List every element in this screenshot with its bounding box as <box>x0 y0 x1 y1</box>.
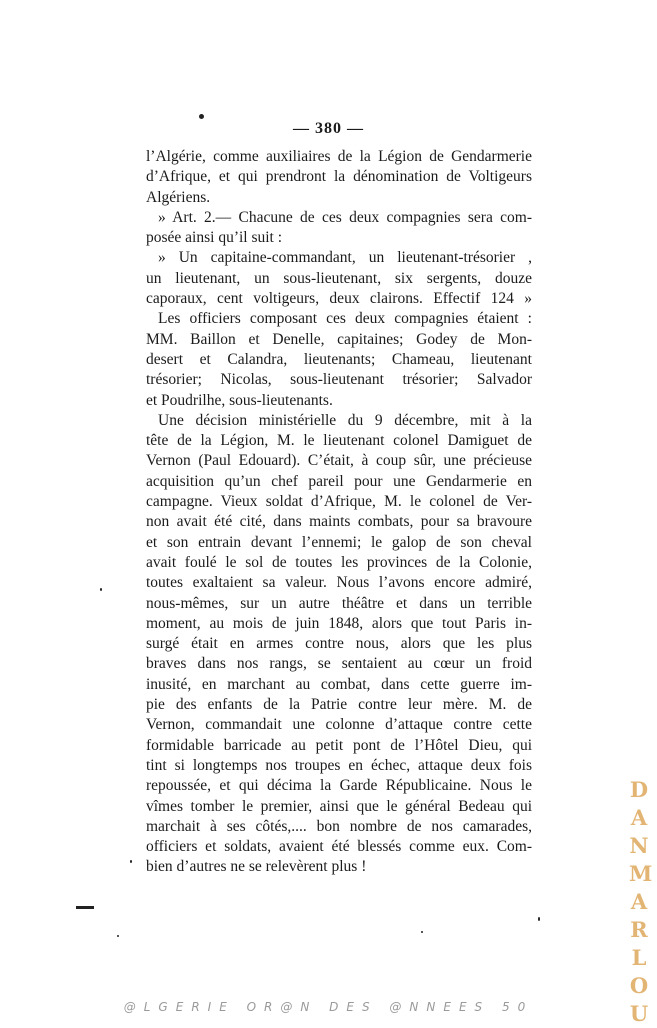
watermark-letter: R <box>630 917 648 942</box>
text-line: marchait à ses côtés,.... bon nombre de nos camarades, <box>146 817 532 835</box>
text-line: Vernon, commandait une colonne d’attaque contre cette <box>146 716 532 734</box>
watermark-letter: L <box>631 945 647 970</box>
text-line: desert et Calandra, lieutenants; Chameau, lieutenant <box>146 350 532 368</box>
ink-dash-mark <box>76 906 94 909</box>
text-line: vîmes tomber le premier, ainsi que le général Bedeau qui <box>146 797 532 815</box>
text-line: un lieutenant, un sous-lieutenant, six sergents, douze <box>146 269 532 287</box>
watermark-letter: U <box>629 1001 649 1026</box>
page-body-text <box>146 147 532 878</box>
text-line: caporaux, cent voltigeurs, deux clairons. Effectif 124 » <box>146 290 532 308</box>
text-line: » Art. 2.— Chacune de ces deux compagnies sera com- <box>158 208 532 226</box>
watermark-letter: A <box>630 889 648 914</box>
ink-speck <box>100 588 102 591</box>
text-line: posée ainsi qu’il suit : <box>146 229 283 247</box>
text-line: avait foulé le sol de toutes les provinces de la Colonie, <box>146 553 532 571</box>
text-line: tête de la Légion, M. le lieutenant colonel Damiguet de <box>146 432 532 450</box>
text-line: repoussée, et qui décima la Garde Républicaine. Nous le <box>146 777 532 795</box>
ink-speck <box>130 860 132 863</box>
text-line: non avait été cité, dans maints combats, pour sa bravoure <box>146 513 532 531</box>
watermark-letter: N <box>629 833 649 858</box>
ink-speck <box>199 114 204 119</box>
vertical-watermark <box>629 776 653 1028</box>
text-line: Une décision ministérielle du 9 décembre, mit à la <box>158 411 532 429</box>
ink-speck <box>538 917 540 921</box>
text-line: l’Algérie, comme auxiliaires de la Légion de Gendarmerie <box>146 148 532 165</box>
watermark-letter: D <box>629 777 649 802</box>
text-line: Les officiers composant ces deux compagnies étaient : <box>158 310 532 328</box>
text-line: Algériens. <box>146 188 211 206</box>
ink-speck <box>421 931 423 933</box>
text-line: » Un capitaine-commandant, un lieutenant-trésorier , <box>158 249 532 267</box>
text-line: MM. Baillon et Denelle, capitaines; Godey de Mon- <box>146 330 532 348</box>
text-line: toutes exaltaient sa valeur. Nous l’avons encore admiré, <box>146 574 532 592</box>
text-line: acquisition qu’un chef pareil pour une Gendarmerie en <box>146 472 532 490</box>
text-line: inusité, en marchant au combat, dans cette guerre im- <box>146 675 532 693</box>
footer-caption: @LGERIE OR@N DES @NNEES 50 <box>123 1000 534 1014</box>
text-line: officiers et soldats, avaient été blessés comme eux. Com- <box>146 838 532 856</box>
text-line: et Poudrilhe, sous-lieutenants. <box>146 391 333 409</box>
text-line: et son entrain devant l’ennemi; le galop de son cheval <box>146 533 532 551</box>
text-line: braves dans nos rangs, se sentaient au cœur un froid <box>146 655 532 673</box>
text-line: tint si longtemps nos troupes en échec, attaque deux fois <box>146 756 532 774</box>
text-line: surgé était en armes contre nous, alors que les plus <box>146 635 532 653</box>
watermark-letter: A <box>630 805 648 830</box>
text-line: d’Afrique, et qui prendront la dénomination de Voltigeurs <box>146 168 532 186</box>
text-line: Vernon (Paul Edouard). C’était, à coup sûr, une précieuse <box>146 452 532 470</box>
page-number: — 380 — <box>293 120 364 137</box>
watermark-letter: M <box>629 861 653 886</box>
text-line: bien d’autres ne se relevèrent plus ! <box>146 858 367 876</box>
text-line: campagne. Vieux soldat d’Afrique, M. le colonel de Ver- <box>146 493 532 511</box>
text-line: trésorier; Nicolas, sous-lieutenant trésorier; Salvador <box>146 371 532 389</box>
text-line: moment, au mois de juin 1848, alors que tout Paris in- <box>146 614 532 632</box>
text-line: pie des enfants de la Patrie contre leur mère. M. de <box>146 696 532 714</box>
text-line: nous-mêmes, sur un autre théâtre et dans un terrible <box>146 594 532 612</box>
ink-speck <box>117 935 119 937</box>
text-line: formidable barricade au petit pont de l’Hôtel Dieu, qui <box>146 736 532 754</box>
watermark-letter: O <box>629 973 649 998</box>
